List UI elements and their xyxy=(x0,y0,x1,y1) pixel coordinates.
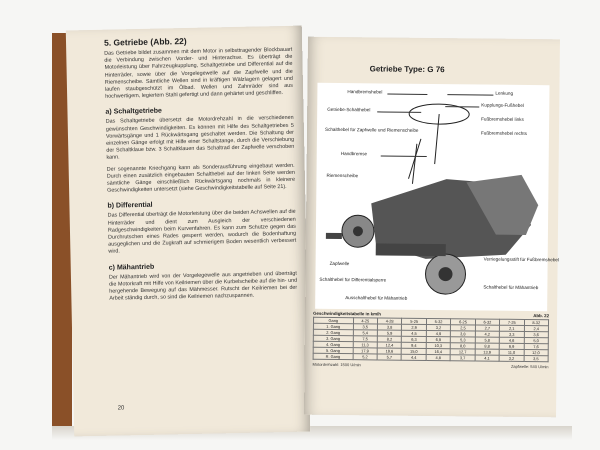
table-cell: 4,8 xyxy=(426,354,450,360)
axle xyxy=(376,243,446,256)
label: Ausschalthebel für Mähantrieb xyxy=(345,295,408,301)
table-cell: 5. Gang xyxy=(313,347,353,353)
table-cell: 6,9 xyxy=(426,336,450,342)
page-number: 20 xyxy=(117,405,125,412)
subsection-heading: c) Mähantrieb xyxy=(108,263,155,272)
table-cell: R. Gang xyxy=(313,353,353,359)
table-cell: 2. Gang xyxy=(313,329,353,335)
footer-right: Zapfwelle: 540 U/min xyxy=(510,363,549,370)
table-cell: 11,0 xyxy=(499,349,523,355)
label: Schalthebel für Mähantrieb xyxy=(483,284,539,291)
subsection-heading: a) Schaltgetriebe xyxy=(105,107,162,117)
label: Fußbremshebel links xyxy=(481,116,524,122)
table-cell: 7,5 xyxy=(353,336,377,342)
header-cell: Gang xyxy=(313,317,353,323)
table-cell: 5,7 xyxy=(377,354,401,360)
left-page xyxy=(66,26,310,437)
table-cell: 10,3 xyxy=(426,342,450,348)
table-cell: 8,0 xyxy=(450,343,474,349)
label: Getriebe-Schalthebel xyxy=(327,106,371,113)
page-title: Getriebe Type: G 76 xyxy=(369,64,445,75)
table-cell: 4,1 xyxy=(475,355,499,361)
subsection-heading: b) Differential xyxy=(107,202,153,211)
table-cell: 15,0 xyxy=(402,348,426,354)
header-cell: 5-25 xyxy=(402,318,426,324)
table-cell: 3,2 xyxy=(426,324,450,330)
speed-table-area xyxy=(313,311,550,369)
table-cell: 5,9 xyxy=(377,330,401,336)
table-cell: 5,8 xyxy=(475,337,499,343)
table-cell: 2,7 xyxy=(475,325,499,331)
label: Zapfwelle xyxy=(329,260,350,267)
table-cell: 5,0 xyxy=(524,337,549,343)
header-cell: 6-32 xyxy=(475,319,499,325)
label: Verriegelungsstift für Fußbremshebel xyxy=(483,256,560,263)
label: Handbremshebel xyxy=(347,89,383,95)
header-cell: 7-25 xyxy=(500,319,524,325)
paragraph: Der sogenannte Kriechgang kann als Sonderausführung eingebaut werden. Durch einen zusätzlich eingebauten Schalthebel auf der linken Seite werden sämtliche Gänge einschließlich Rückwärtsgang nochmals in kleinere Geschwindigkeiten untersetzt (siehe Geschwindigkeitstabelle auf Seite 21). xyxy=(106,162,296,194)
section-heading: 5. Getriebe (Abb. 22) xyxy=(103,35,187,48)
table-footer xyxy=(313,362,549,369)
table-cell: 4. Gang xyxy=(313,341,353,347)
table-cell: 3,7 xyxy=(450,355,474,361)
table-cell: 12,7 xyxy=(450,349,474,355)
table-cell: 9,4 xyxy=(402,342,426,348)
table-caption: Geschwindigkeitstabelle in km/h xyxy=(313,310,381,317)
table-cell: 17,9 xyxy=(353,348,377,354)
table-cell: 5,3 xyxy=(451,337,475,343)
header-cell: 5-32 xyxy=(426,318,450,324)
label: Riemenscheibe xyxy=(326,172,359,179)
table-cell: 3,5 xyxy=(353,324,377,330)
header-cell: 4-28 xyxy=(377,318,401,324)
table-cell: 3,2 xyxy=(499,355,523,361)
speed-table xyxy=(313,317,549,362)
table-cell: 3. Gang xyxy=(313,335,353,341)
paragraph: Das Differential überträgt die Motorleistung über die beiden Achswellen auf die Hinterräder und dient zum Ausgleich der verschiedenen Radgeschwindigkeiten beim Kurvenfahren. Es kann zum Schutze gegen das Durchrutschen eines Rades gesperrt werden, wodurch die Bodenhaftung ausgeglichen und die Zugkraft auf schmierigem Boden wesentlich verbessert wird. xyxy=(107,209,297,256)
table-cell: 19,6 xyxy=(377,348,401,354)
label: Fußbremshebel rechts xyxy=(480,130,527,136)
table-cell: 16,4 xyxy=(426,348,450,354)
table-cell: 6,9 xyxy=(499,343,523,349)
header-cell: 6-25 xyxy=(451,319,475,325)
table-cell: 7,6 xyxy=(524,343,549,349)
table-cell: 12,4 xyxy=(377,342,401,348)
table-cell: 4,5 xyxy=(402,330,426,336)
table-cell: 4,4 xyxy=(402,354,426,360)
label: Handbremse xyxy=(340,151,368,157)
header-cell: 8-32 xyxy=(524,319,549,325)
left-page-content xyxy=(104,34,298,307)
table-cell: 8,2 xyxy=(377,336,401,342)
table-cell: 4,2 xyxy=(475,331,499,337)
table-cell: 3,6 xyxy=(524,331,549,337)
table-cell: 2,1 xyxy=(500,325,524,331)
intro-paragraph: Das Getriebe bildet zusammen mit dem Motor in selbsttragender Blockbauart die Verbindung zwischen Vorder- und Hinterachse. Es überträgt die Motorleistung über Fahrzeugkupplung, Schaltgetriebe und Differential auf die Hinterräder, sowie über die Vorgelegewelle auf die Zapfwelle und die Riemenscheibe. Sämtliche Wellen sind in kräftigen Wälzlagern gelagert und laufen staubgeschützt im Ölbad. Wellen und Zahnräder sind aus hochwertigem, legiertem Stahl gefertigt und dann gehärtet und geschliffen. xyxy=(104,46,294,100)
paragraph: Der Mähantrieb wird von der Vorgelegewelle aus angetrieben und überträgt die Motorkraft mit Hilfe von Keilriemen über die Kurbelscheibe auf die hin- und hergehende Bewegung auf das Mähmesser. Rutscht der Keilriemen bei der Arbeit ständig durch, so sind die Keilriemen nachzuspannen. xyxy=(108,270,298,302)
label: Lenkung xyxy=(495,90,514,96)
table-cell: 3,8 xyxy=(377,324,401,330)
pto-shaft xyxy=(326,233,342,239)
table-cell: 1. Gang xyxy=(313,323,353,329)
tractor-diagram xyxy=(315,83,560,311)
table-cell: 5,4 xyxy=(353,330,377,336)
table-cell: 2,5 xyxy=(451,325,475,331)
table-cell: 13,9 xyxy=(475,349,499,355)
table-cell: 6,3 xyxy=(402,336,426,342)
label: Kupplungs-Fußhebel xyxy=(481,102,524,108)
table-cell: 12,0 xyxy=(524,349,549,355)
figure-label: Abb. 22 xyxy=(533,313,550,319)
table-cell: 2,4 xyxy=(524,325,549,331)
table-cell: 4,9 xyxy=(426,330,450,336)
table-cell: 3,5 xyxy=(524,355,549,361)
paragraph: Das Schaltgetriebe übersetzt die Motordrehzahl in die verschiedenen gewünschten Geschwindigkeiten. Es können mit Hilfe des Schaltgetriebes 5 Vorwärtsgänge und 1 Rückwärtsgang geschaltet werden. Die Schaltung der einzelnen Gänge erfolgt mit Hilfe einer Schaltstange, durch die Verschiebung der Schaltklaue bzw. 3 Schaltklauen das Schaltrad der Zapfwelle verschoben kann. xyxy=(105,115,295,162)
table-cell: 8,8 xyxy=(475,343,499,349)
label: Schalthebel für Differentialsperre xyxy=(319,276,387,283)
table-cell: 3,8 xyxy=(451,331,475,337)
table-cell: 4,6 xyxy=(499,337,523,343)
table-cell: 11,3 xyxy=(353,342,377,348)
header-cell: 4-25 xyxy=(353,318,377,324)
table-cell: 3,3 xyxy=(499,331,523,337)
footer-left: Motordrehzahl: 1500 U/min xyxy=(312,361,361,368)
table-cell: 5,2 xyxy=(353,354,377,360)
right-page xyxy=(304,37,560,418)
label: Schalthebel für Zapfwelle und Riemenscheibe xyxy=(324,126,419,133)
table-cell: 2,9 xyxy=(402,324,426,330)
